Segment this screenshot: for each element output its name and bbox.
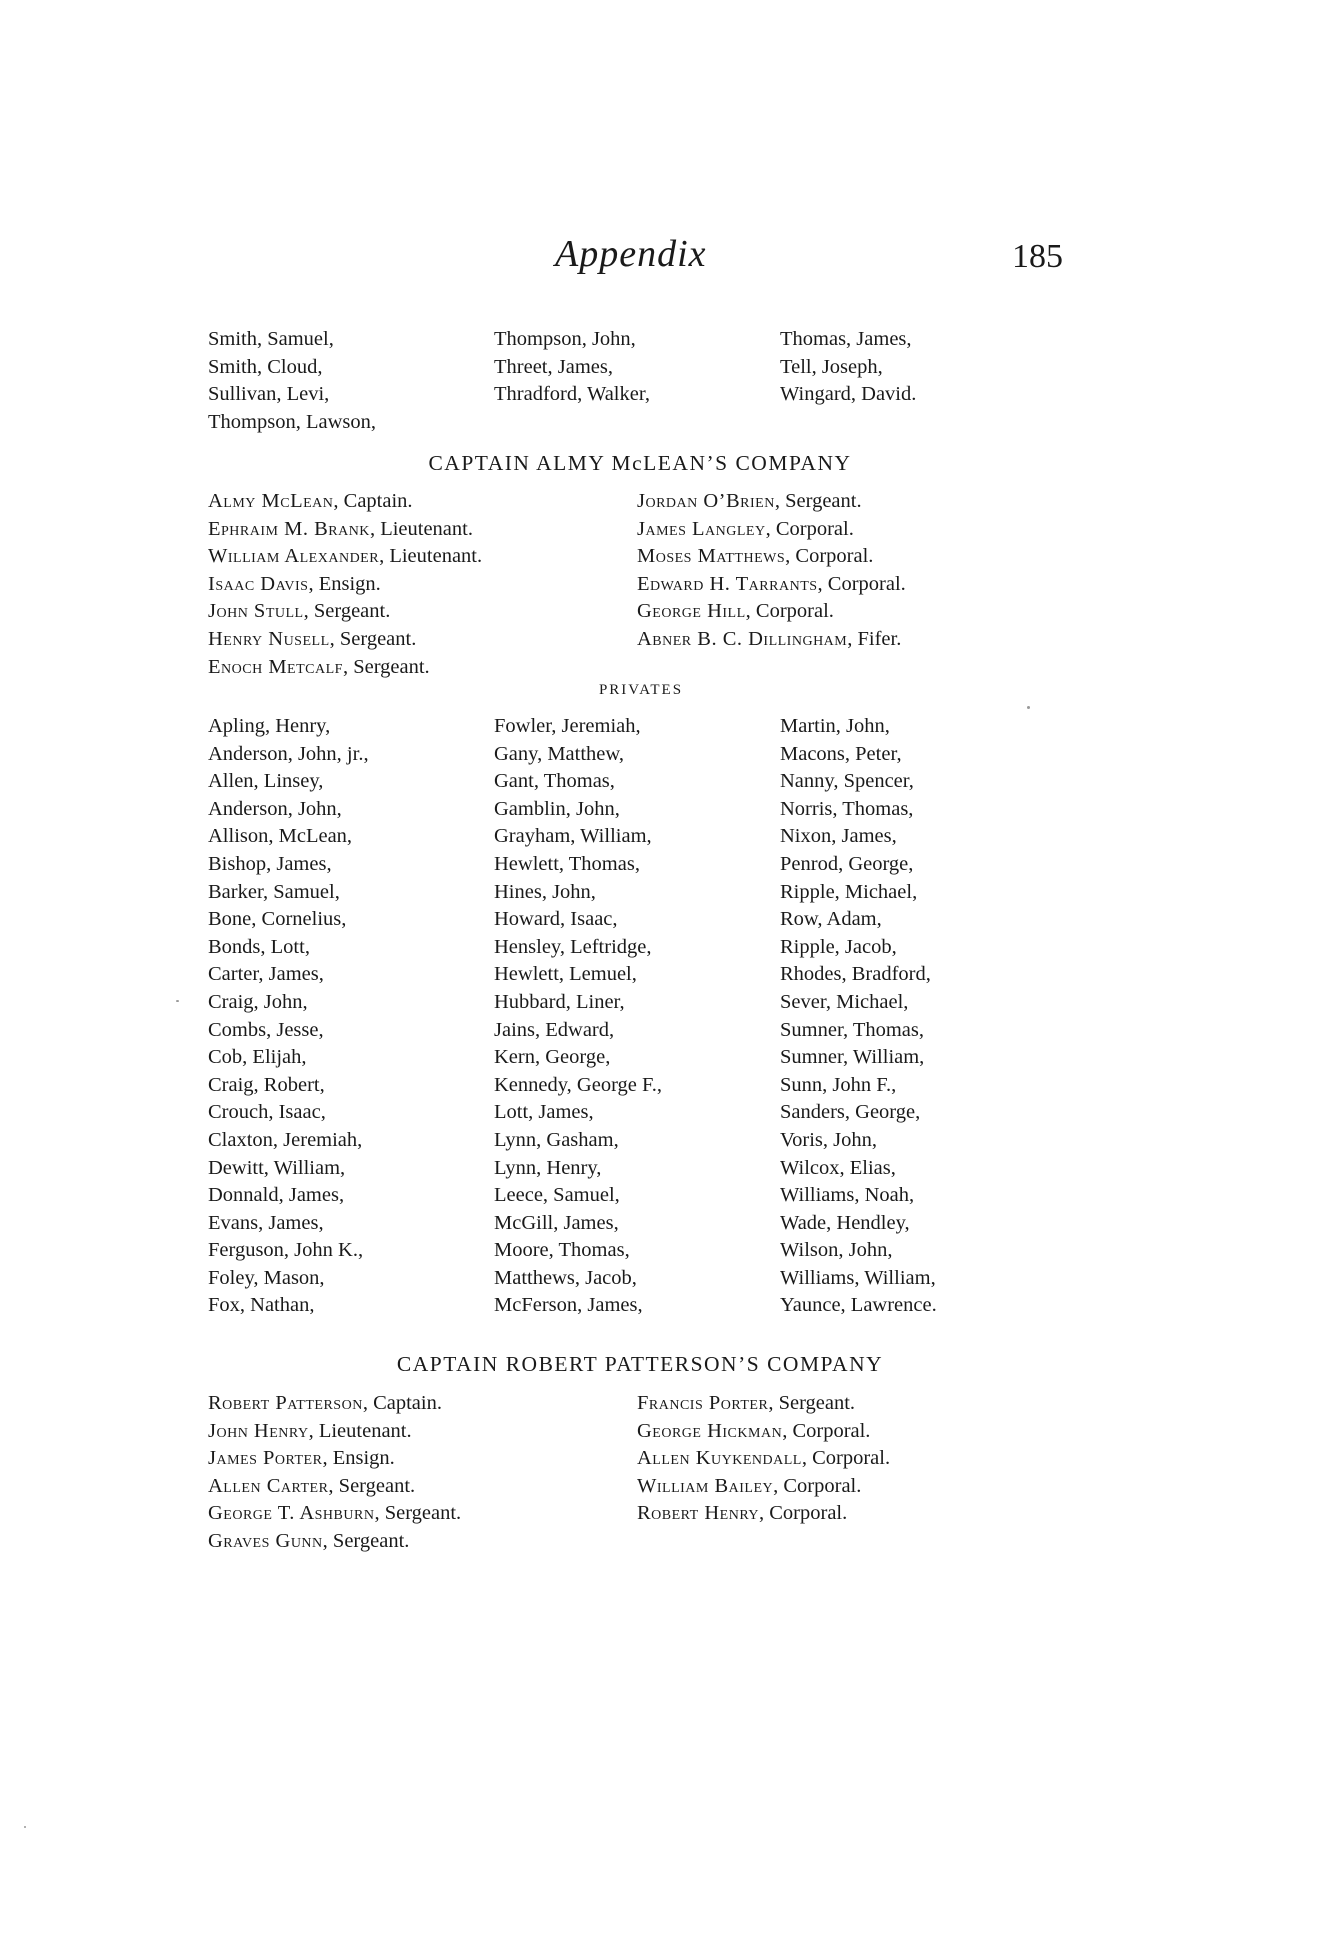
name-entry: Jains, Edward, <box>494 1018 615 1041</box>
officer-rank: , Lieutenant. <box>379 545 483 568</box>
name-entry: Thradford, Walker, <box>494 383 650 406</box>
officer-rank: , Captain. <box>333 490 413 512</box>
name-entry: Nixon, James, <box>780 825 897 848</box>
officer-name: William Alexander <box>208 545 380 568</box>
name-entry: Craig, John, <box>208 990 308 1013</box>
patterson-officers-left <box>208 1390 461 1556</box>
officer-entry <box>208 1418 461 1446</box>
name-entry: Sullivan, Levi, <box>208 383 330 406</box>
name-entry: Craig, Robert, <box>208 1073 325 1096</box>
privates-col2 <box>494 713 662 1320</box>
name-entry: Kennedy, George F., <box>494 1073 663 1096</box>
officer-name: Francis Porter <box>637 1392 769 1414</box>
officer-name: Robert Henry <box>637 1502 759 1525</box>
name-entry: Wilcox, Elias, <box>780 1156 896 1179</box>
name-entry: Matthews, Jacob, <box>494 1266 637 1289</box>
name-entry: Sunn, John F., <box>780 1073 897 1096</box>
name-entry: Thompson, Lawson, <box>208 410 376 433</box>
name-entry: Lynn, Gasham, <box>494 1128 619 1151</box>
officer-name: George Hickman <box>637 1419 783 1442</box>
name-entry: Barker, Samuel, <box>208 880 340 903</box>
officer-name: George Hill <box>637 600 746 623</box>
name-entry: Foley, Mason, <box>208 1266 325 1289</box>
name-entry: Lynn, Henry, <box>494 1156 602 1179</box>
officer-name: Jordan O’Brien <box>637 490 775 512</box>
name-entry: Macons, Peter, <box>780 742 902 765</box>
privates-heading: PRIVATES <box>598 682 684 698</box>
officer-entry <box>637 1473 890 1501</box>
name-entry: Leece, Samuel, <box>494 1184 620 1207</box>
officer-name: James Porter <box>208 1447 323 1470</box>
officer-entry <box>208 516 482 544</box>
name-entry: Thompson, John, <box>494 328 636 350</box>
officer-rank: , Corporal. <box>745 600 834 623</box>
scan-speck <box>1027 706 1030 709</box>
officer-entry <box>637 1500 890 1528</box>
patterson-officers-right <box>637 1390 890 1528</box>
officer-rank: , Corporal. <box>759 1502 848 1525</box>
name-entry: Bishop, James, <box>208 852 332 875</box>
name-entry: Evans, James, <box>208 1211 324 1234</box>
name-entry: Wade, Hendley, <box>780 1211 910 1234</box>
running-header-title: Appendix <box>555 233 707 275</box>
name-entry: Smith, Samuel, <box>208 328 334 350</box>
name-entry: Row, Adam, <box>780 908 882 931</box>
name-entry: Wilson, John, <box>780 1239 893 1262</box>
officer-name: George T. Ashburn <box>208 1502 375 1525</box>
officer-rank: , Sergeant. <box>774 490 862 512</box>
name-entry: Combs, Jesse, <box>208 1018 324 1041</box>
name-entry: Hensley, Leftridge, <box>494 935 652 958</box>
officer-entry <box>637 543 906 571</box>
privates-col1 <box>208 713 369 1320</box>
name-entry: Allison, McLean, <box>208 825 353 848</box>
name-entry: Hewlett, Lemuel, <box>494 963 637 986</box>
officer-name: Robert Patterson <box>208 1392 363 1414</box>
name-entry: Tell, Joseph, <box>780 355 883 378</box>
name-entry: Bone, Cornelius, <box>208 908 347 931</box>
name-entry: Hubbard, Liner, <box>494 990 625 1013</box>
name-entry: Howard, Isaac, <box>494 908 618 931</box>
officer-rank: , Sergeant. <box>329 627 417 650</box>
officer-entry <box>208 598 482 626</box>
officer-entry <box>637 516 906 544</box>
name-entry: Fox, Nathan, <box>208 1294 315 1317</box>
scan-speck <box>176 1000 179 1002</box>
name-entry: Thomas, James, <box>780 328 912 350</box>
name-entry: Claxton, Jeremiah, <box>208 1128 363 1151</box>
officer-name: Edward H. Tarrants <box>637 572 818 595</box>
officer-name: Isaac Davis <box>208 572 309 595</box>
name-entry: Anderson, John, jr., <box>208 742 369 765</box>
officer-name: Henry Nusell <box>208 627 330 650</box>
officer-entry <box>208 1500 461 1528</box>
name-entry: McGill, James, <box>494 1211 619 1234</box>
officer-entry <box>208 654 482 682</box>
officer-entry <box>208 1390 461 1418</box>
name-entry: Ripple, Jacob, <box>780 935 897 958</box>
officer-entry <box>208 571 482 599</box>
officer-rank: , Sergeant. <box>374 1502 462 1525</box>
name-entry: Carter, James, <box>208 963 324 986</box>
name-entry: Bonds, Lott, <box>208 935 310 958</box>
officer-rank: , Fifer. <box>847 627 902 650</box>
name-entry: Sanders, George, <box>780 1101 921 1124</box>
officer-entry <box>208 626 482 654</box>
name-entry: Williams, Noah, <box>780 1184 915 1207</box>
name-entry: Hines, John, <box>494 880 596 903</box>
name-entry: Smith, Cloud, <box>208 355 323 378</box>
name-entry: Gant, Thomas, <box>494 770 615 793</box>
name-entry: Dewitt, William, <box>208 1156 346 1179</box>
officer-rank: , Corporal. <box>785 545 874 568</box>
officer-name: Moses Matthews <box>637 545 786 568</box>
name-entry: Sumner, William, <box>780 1046 925 1069</box>
name-entry: Lott, James, <box>494 1101 594 1124</box>
officer-rank: , Lieutenant. <box>308 1419 412 1442</box>
officer-entry <box>208 488 482 516</box>
officer-rank: , Corporal. <box>801 1447 891 1470</box>
officer-entry <box>637 598 906 626</box>
officer-rank: , Captain. <box>362 1392 442 1414</box>
officer-rank: , Ensign. <box>308 572 381 595</box>
officer-entry <box>637 1445 890 1473</box>
mclean-officers-right <box>637 488 906 654</box>
officer-entry <box>637 571 906 599</box>
officer-name: Abner B. C. Dillingham <box>637 627 848 650</box>
officer-rank: , Corporal. <box>782 1419 871 1442</box>
officer-name: John Henry <box>208 1419 309 1442</box>
name-entry: Nanny, Spencer, <box>780 770 914 793</box>
name-entry: Rhodes, Bradford, <box>780 963 931 986</box>
officer-rank: , Corporal. <box>773 1474 862 1497</box>
name-entry: Martin, John, <box>780 715 890 737</box>
name-entry: Fowler, Jeremiah, <box>494 715 641 737</box>
mclean-company-heading: CAPTAIN ALMY McLEAN’S COMPANY <box>428 451 852 475</box>
name-entry: Gany, Matthew, <box>494 742 624 765</box>
officer-entry <box>208 1473 461 1501</box>
officer-entry <box>208 1445 461 1473</box>
mclean-officers-left <box>208 488 482 681</box>
page-number: 185 <box>1012 238 1063 275</box>
officer-entry <box>637 1390 890 1418</box>
patterson-company-heading: CAPTAIN ROBERT PATTERSON’S COMPANY <box>396 1352 884 1376</box>
top-list-col3 <box>780 326 916 409</box>
name-entry: Grayham, William, <box>494 825 652 848</box>
officer-rank: , Corporal. <box>817 572 906 595</box>
officer-name: Almy McLean <box>208 490 334 512</box>
officer-rank: , Ensign. <box>322 1447 395 1470</box>
name-entry: Crouch, Isaac, <box>208 1101 326 1124</box>
officer-name: Graves Gunn <box>208 1529 323 1552</box>
officer-entry <box>637 1418 890 1446</box>
name-entry: Williams, William, <box>780 1266 936 1289</box>
officer-rank: , Sergeant. <box>303 600 391 623</box>
officer-entry <box>637 488 906 516</box>
name-entry: Ripple, Michael, <box>780 880 918 903</box>
officer-name: Allen Kuykendall <box>637 1447 802 1470</box>
officer-rank: , Corporal. <box>765 517 854 540</box>
name-entry: Wingard, David. <box>780 383 917 406</box>
name-entry: Norris, Thomas, <box>780 797 914 820</box>
name-entry: Ferguson, John K., <box>208 1239 364 1262</box>
name-entry: Donnald, James, <box>208 1184 345 1207</box>
officer-name: William Bailey <box>637 1474 774 1497</box>
officer-rank: , Lieutenant. <box>369 517 473 540</box>
officer-rank: , Sergeant. <box>322 1529 410 1552</box>
officer-rank: , Sergeant. <box>768 1392 856 1414</box>
name-entry: Penrod, George, <box>780 852 914 875</box>
officer-rank: , Sergeant. <box>342 655 430 678</box>
name-entry: Sumner, Thomas, <box>780 1018 925 1041</box>
officer-name: James Langley <box>637 517 766 540</box>
name-entry: McFerson, James, <box>494 1294 643 1317</box>
name-entry: Apling, Henry, <box>208 715 331 737</box>
scan-speck <box>24 1826 26 1828</box>
name-entry: Sever, Michael, <box>780 990 909 1013</box>
name-entry: Gamblin, John, <box>494 797 620 820</box>
name-entry: Cob, Elijah, <box>208 1046 307 1069</box>
top-list-col2 <box>494 326 650 409</box>
name-entry: Voris, John, <box>780 1128 878 1151</box>
officer-name: Enoch Metcalf <box>208 655 343 678</box>
name-entry: Anderson, John, <box>208 797 342 820</box>
name-entry: Moore, Thomas, <box>494 1239 630 1262</box>
officer-entry <box>208 543 482 571</box>
name-entry: Allen, Linsey, <box>208 770 324 793</box>
officer-entry <box>208 1528 461 1556</box>
name-entry: Hewlett, Thomas, <box>494 852 640 875</box>
privates-col3 <box>780 713 937 1320</box>
officer-rank: , Sergeant. <box>328 1474 416 1497</box>
name-entry: Yaunce, Lawrence. <box>780 1294 937 1317</box>
officer-name: John Stull <box>208 600 304 623</box>
officer-entry <box>637 626 906 654</box>
officer-name: Allen Carter <box>208 1474 329 1497</box>
officer-name: Ephraim M. Brank <box>208 517 370 540</box>
name-entry: Threet, James, <box>494 355 613 378</box>
name-entry: Kern, George, <box>494 1046 611 1069</box>
top-list-col1 <box>208 326 376 436</box>
